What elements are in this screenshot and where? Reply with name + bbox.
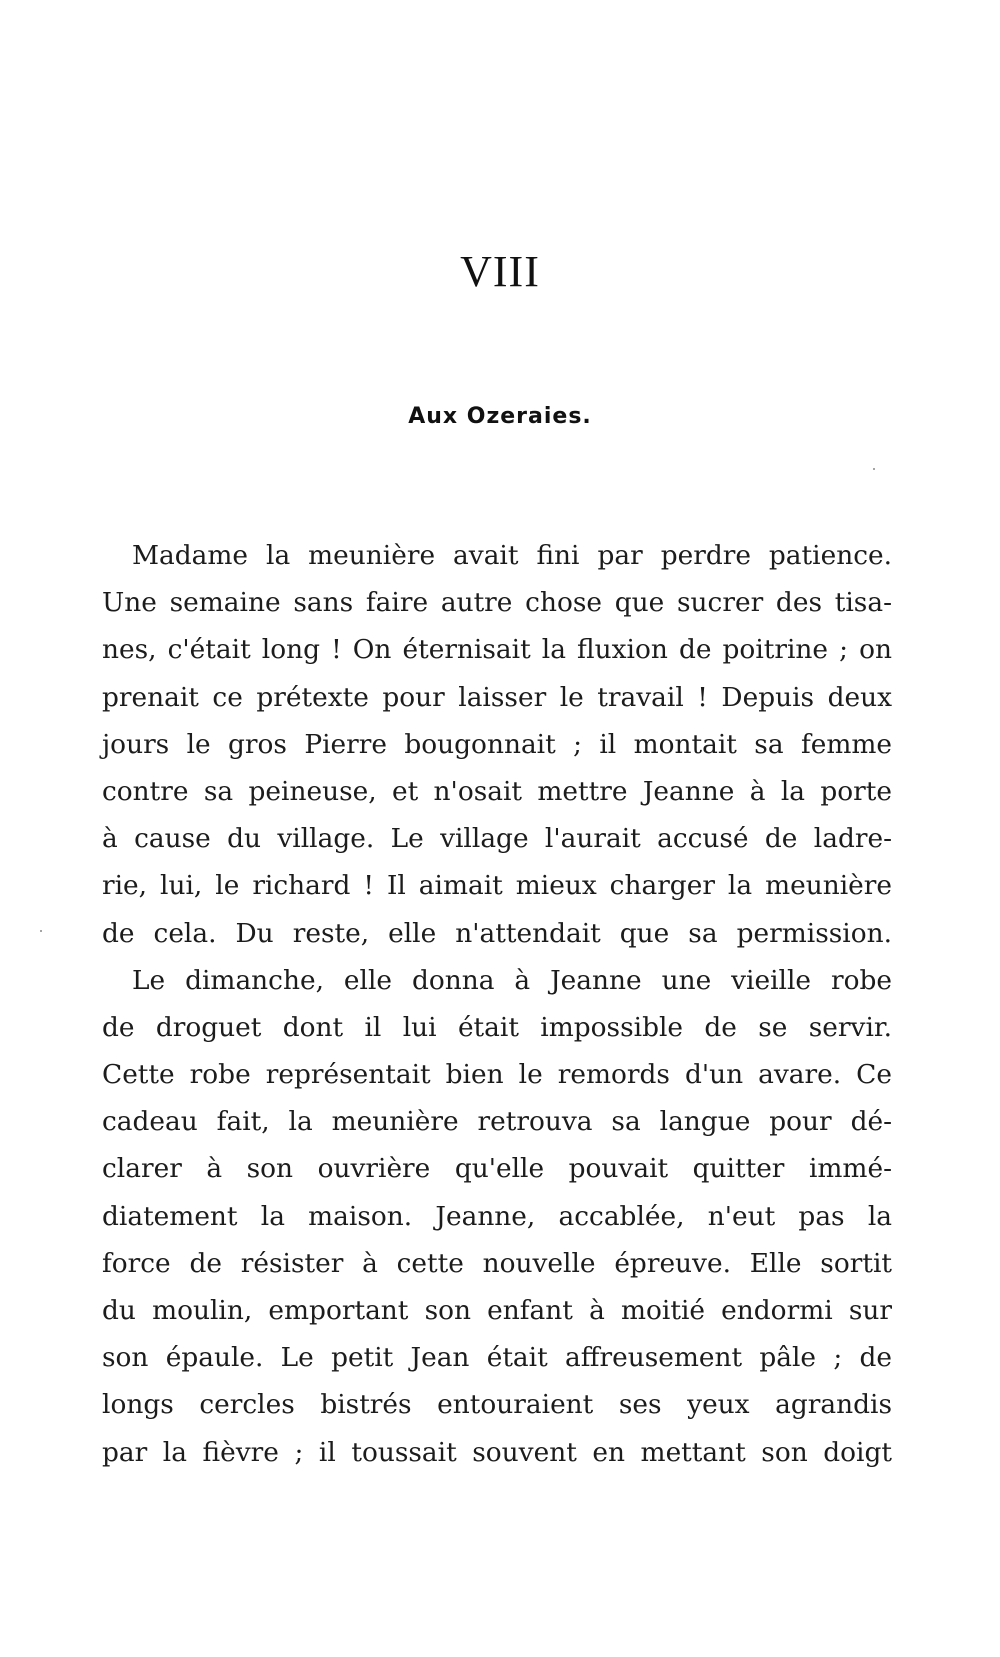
- text-line: de cela. Du reste, elle n'attendait que sa permission.: [102, 917, 892, 949]
- text-line: jours le gros Pierre bougonnait ; il montait sa femme: [102, 728, 892, 760]
- text-line: contre sa peineuse, et n'osait mettre Jeanne à la porte: [102, 775, 892, 807]
- text-line: par la fièvre ; il toussait souvent en mettant son doigt: [102, 1436, 892, 1468]
- text-line: diatement la maison. Jeanne, accablée, n'eut pas la: [102, 1200, 892, 1232]
- text-line: longs cercles bistrés entouraient ses yeux agrandis: [102, 1389, 892, 1421]
- text-line: force de résister à cette nouvelle épreuve. Elle sortit: [102, 1247, 892, 1279]
- chapter-title: Aux Ozeraies.: [408, 404, 592, 429]
- body-text: [102, 532, 892, 1476]
- text-line: à cause du village. Le village l'aurait accusé de ladre-: [102, 823, 892, 855]
- text-line: du moulin, emportant son enfant à moitié endormi sur: [102, 1295, 892, 1326]
- text-line: cadeau fait, la meunière retrouva sa langue pour dé-: [102, 1106, 892, 1138]
- text-line: Cette robe représentait bien le remords d'un avare. Ce: [102, 1059, 892, 1091]
- text-line: Madame la meunière avait fini par perdre patience.: [132, 540, 892, 571]
- text-line: son épaule. Le petit Jean était affreusement pâle ; de: [102, 1342, 892, 1374]
- text-line: nes, c'était long ! On éternisait la fluxion de poitrine ; on: [102, 634, 892, 666]
- chapter-number: VIII: [460, 247, 540, 296]
- text-line: clarer à son ouvrière qu'elle pouvait quitter immé-: [102, 1153, 892, 1185]
- text-line: rie, lui, le richard ! Il aimait mieux charger la meunière: [102, 870, 892, 902]
- paper-speck: [40, 930, 42, 932]
- paper-speck: [873, 468, 875, 470]
- text-line: Le dimanche, elle donna à Jeanne une vieille robe: [132, 964, 892, 996]
- text-line: de droguet dont il lui était impossible de se servir.: [102, 1011, 892, 1043]
- text-line: Une semaine sans faire autre chose que sucrer des tisa-: [102, 587, 892, 619]
- text-line: prenait ce prétexte pour laisser le travail ! Depuis deux: [102, 681, 892, 713]
